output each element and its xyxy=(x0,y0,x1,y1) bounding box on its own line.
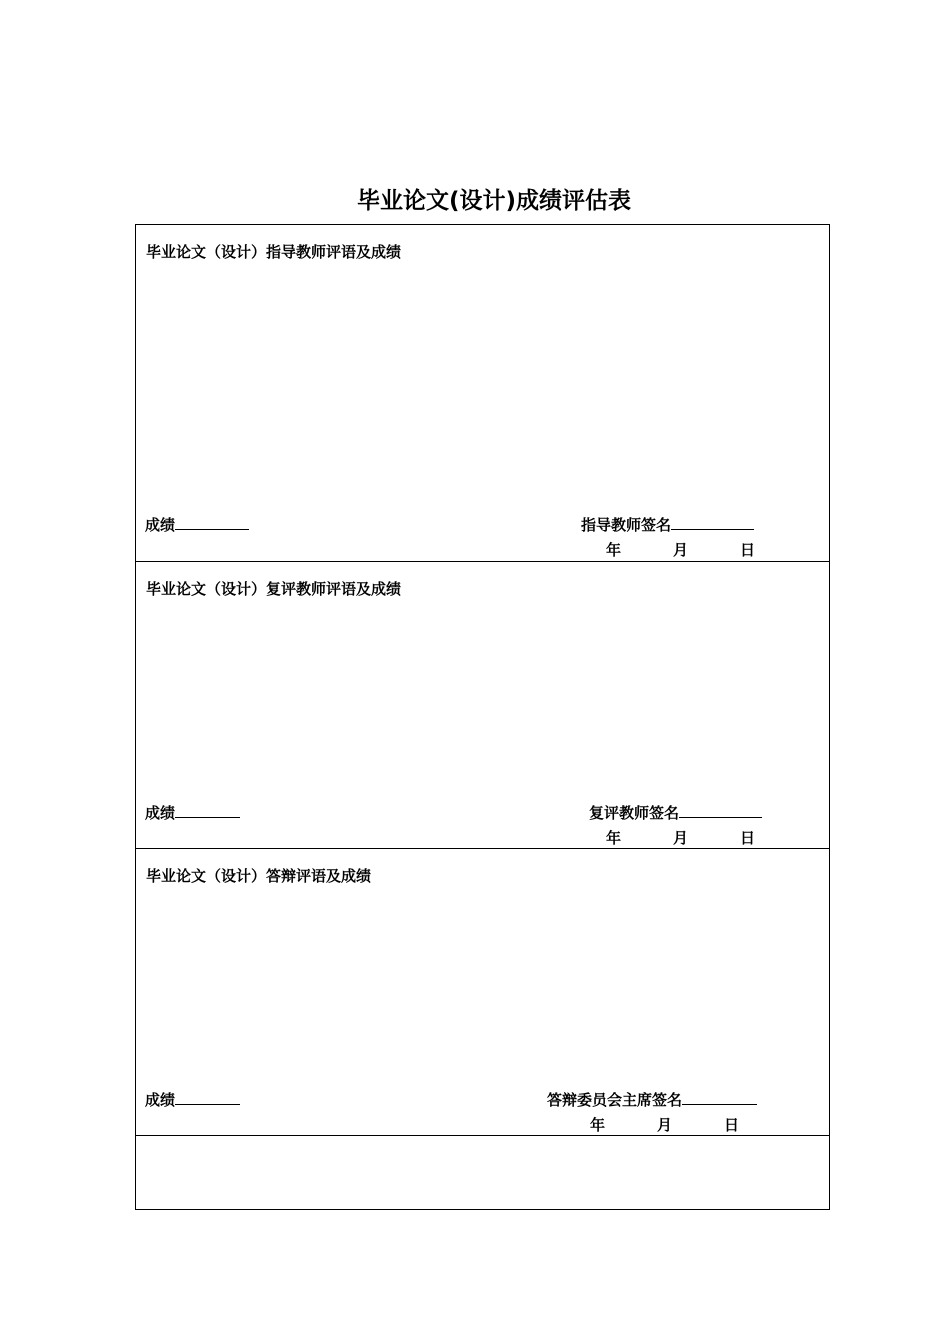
reviewer-section-heading: 毕业论文（设计）复评教师评语及成绩 xyxy=(146,580,402,598)
defense-date-year: 年 xyxy=(590,1116,606,1134)
reviewer-date-year: 年 xyxy=(606,829,622,847)
defense-section xyxy=(136,849,829,1136)
supervisor-grade-field xyxy=(145,514,249,535)
reviewer-signature-field xyxy=(589,802,762,823)
defense-section-heading: 毕业论文（设计）答辩评语及成绩 xyxy=(146,867,372,885)
defense-date-month: 月 xyxy=(657,1116,673,1134)
supervisor-date-day: 日 xyxy=(740,541,756,559)
reviewer-date xyxy=(136,827,829,847)
supervisor-signature-blank[interactable] xyxy=(671,515,754,530)
supervisor-section-heading: 毕业论文（设计）指导教师评语及成绩 xyxy=(146,243,402,261)
empty-row xyxy=(136,1136,829,1210)
supervisor-date-year: 年 xyxy=(606,541,622,559)
evaluation-form xyxy=(135,224,830,1210)
reviewer-section xyxy=(136,562,829,849)
defense-grade-field xyxy=(145,1089,240,1110)
reviewer-date-day: 日 xyxy=(740,829,756,847)
defense-date-day: 日 xyxy=(724,1116,740,1134)
reviewer-date-month: 月 xyxy=(673,829,689,847)
defense-date xyxy=(136,1114,829,1134)
supervisor-signature-label: 指导教师签名 xyxy=(581,516,672,534)
defense-signature-field xyxy=(547,1089,757,1110)
reviewer-grade-label: 成绩 xyxy=(145,804,176,822)
supervisor-grade-label: 成绩 xyxy=(145,516,176,534)
reviewer-grade-field xyxy=(145,802,240,823)
supervisor-date-month: 月 xyxy=(673,541,689,559)
reviewer-grade-blank[interactable] xyxy=(175,803,240,818)
supervisor-section xyxy=(136,225,829,562)
defense-signature-blank[interactable] xyxy=(682,1090,757,1105)
supervisor-grade-blank[interactable] xyxy=(175,515,249,530)
supervisor-signature-field xyxy=(581,514,754,535)
defense-grade-label: 成绩 xyxy=(145,1091,176,1109)
form-title: 毕业论文(设计)成绩评估表 xyxy=(356,188,632,214)
reviewer-signature-blank[interactable] xyxy=(679,803,762,818)
reviewer-signature-label: 复评教师签名 xyxy=(589,804,680,822)
defense-grade-blank[interactable] xyxy=(175,1090,240,1105)
supervisor-date xyxy=(136,539,829,559)
defense-signature-label: 答辩委员会主席签名 xyxy=(547,1091,683,1109)
